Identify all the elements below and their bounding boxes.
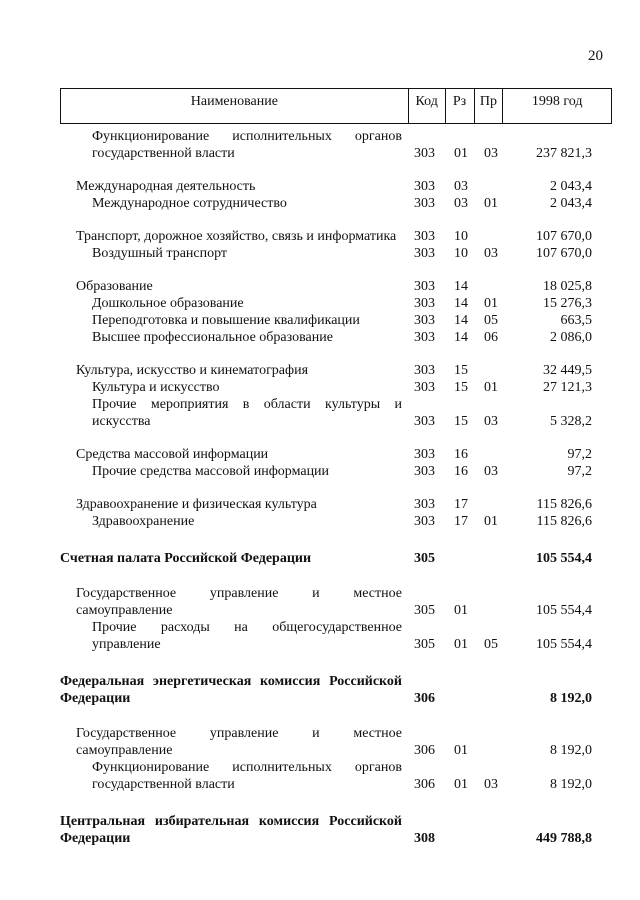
table-row: [60, 496, 612, 513]
row-rz: 17: [454, 514, 468, 529]
row-rz: 16: [454, 447, 468, 462]
row-rz: 15: [454, 414, 468, 429]
row-value: 105 554,4: [536, 637, 592, 652]
row-name: Международное сотрудничество: [92, 196, 287, 211]
header-name: Наименование: [61, 89, 409, 123]
row-pr: 03: [484, 414, 498, 429]
table-row: [60, 379, 612, 396]
row-kod: 303: [414, 330, 435, 345]
row-pr: 01: [484, 196, 498, 211]
row-name: Образование: [76, 279, 153, 294]
row-kod: 303: [414, 296, 435, 311]
row-rz: 01: [454, 637, 468, 652]
row-name: Здравоохранение и физическая культура: [76, 497, 317, 512]
row-name: Государственное управление и местное самоуправление: [76, 586, 402, 618]
table-row: [60, 362, 612, 379]
row-kod: 303: [414, 229, 435, 244]
row-name: Прочие расходы на общегосударственное управление: [92, 620, 402, 652]
header-kod: Код: [409, 89, 446, 123]
row-kod: 306: [414, 743, 435, 758]
table-row: [60, 195, 612, 212]
row-rz: 01: [454, 603, 468, 618]
row-value: 32 449,5: [543, 363, 592, 378]
row-kod: 306: [414, 691, 435, 706]
row-kod: 303: [414, 447, 435, 462]
table-row: [60, 396, 612, 430]
table-row: [60, 128, 612, 162]
row-value: 663,5: [560, 313, 592, 328]
table-row: [60, 759, 612, 793]
row-pr: 01: [484, 380, 498, 395]
row-kod: 303: [414, 179, 435, 194]
row-pr: 01: [484, 296, 498, 311]
header-rz: Рз: [446, 89, 475, 123]
row-name: Здравоохранение: [92, 514, 195, 529]
row-rz: 15: [454, 363, 468, 378]
row-value: 107 670,0: [536, 246, 592, 261]
row-kod: 303: [414, 246, 435, 261]
row-name: Счетная палата Российской Федерации: [60, 551, 312, 566]
row-rz: 10: [454, 246, 468, 261]
row-kod: 303: [414, 514, 435, 529]
table-row: [60, 329, 612, 346]
table-row: [60, 245, 612, 262]
row-value: 2 086,0: [550, 330, 592, 345]
row-value: 115 826,6: [536, 497, 592, 512]
row-name: Высшее профессиональное образование: [92, 330, 333, 345]
table-row: [60, 178, 612, 195]
row-name: Центральная избирательная комиссия Российской Федерации: [60, 814, 402, 846]
table-header: [60, 88, 612, 124]
row-value: 105 554,4: [536, 603, 592, 618]
row-kod: 305: [414, 637, 435, 652]
row-rz: 01: [454, 146, 468, 161]
row-name: Культура, искусство и кинематография: [76, 363, 309, 378]
header-year: 1998 год: [531, 94, 583, 109]
row-rz: 17: [454, 497, 468, 512]
row-value: 18 025,8: [543, 279, 592, 294]
table-row: [60, 619, 612, 653]
row-pr: 05: [484, 313, 498, 328]
row-value: 8 192,0: [550, 691, 592, 706]
row-value: 2 043,4: [550, 196, 592, 211]
row-value: 115 826,6: [536, 514, 592, 529]
row-value: 107 670,0: [536, 229, 592, 244]
row-kod: 303: [414, 313, 435, 328]
row-name: Прочие мероприятия в области культуры и искусства: [92, 397, 402, 429]
table-row-total: [60, 813, 612, 847]
table-row: [60, 585, 612, 619]
row-value: 97,2: [567, 447, 592, 462]
header-pr: Пр: [475, 89, 504, 123]
row-value: 15 276,3: [543, 296, 592, 311]
row-rz: 16: [454, 464, 468, 479]
table-row: [60, 463, 612, 480]
row-rz: 03: [454, 196, 468, 211]
row-value: 449 788,8: [536, 831, 592, 846]
row-kod: 303: [414, 196, 435, 211]
row-kod: 306: [414, 777, 435, 792]
row-kod: 305: [414, 551, 435, 566]
row-kod: 303: [414, 279, 435, 294]
row-name: Дошкольное образование: [92, 296, 244, 311]
row-name: Функционирование исполнительных органов государственной власти: [92, 129, 402, 161]
row-name: Государственное управление и местное самоуправление: [76, 726, 402, 758]
row-rz: 15: [454, 380, 468, 395]
row-pr: 06: [484, 330, 498, 345]
page-number: 20: [588, 48, 603, 64]
row-kod: 303: [414, 414, 435, 429]
row-rz: 03: [454, 179, 468, 194]
row-value: 27 121,3: [543, 380, 592, 395]
table-row: [60, 446, 612, 463]
row-value: 8 192,0: [550, 777, 592, 792]
row-rz: 14: [454, 330, 468, 345]
row-rz: 14: [454, 279, 468, 294]
row-pr: 05: [484, 637, 498, 652]
table-row-total: [60, 673, 612, 707]
row-rz: 01: [454, 743, 468, 758]
row-kod: 303: [414, 464, 435, 479]
row-kod: 305: [414, 603, 435, 618]
row-pr: 03: [484, 146, 498, 161]
row-kod: 303: [414, 363, 435, 378]
row-rz: 01: [454, 777, 468, 792]
row-value: 2 043,4: [550, 179, 592, 194]
row-name: Культура и искусство: [92, 380, 220, 395]
row-name: Воздушный транспорт: [92, 246, 228, 261]
row-value: 97,2: [567, 464, 592, 479]
row-pr: 03: [484, 464, 498, 479]
table-row: [60, 295, 612, 312]
table-row: [60, 725, 612, 759]
table-row: [60, 312, 612, 329]
row-kod: 303: [414, 146, 435, 161]
table-row-total: [60, 550, 612, 567]
budget-table-body: [60, 128, 612, 847]
row-name: Функционирование исполнительных органов государственной власти: [92, 760, 402, 792]
row-value: 5 328,2: [550, 414, 592, 429]
row-value: 237 821,3: [536, 146, 592, 161]
row-pr: 03: [484, 246, 498, 261]
row-kod: 308: [414, 831, 435, 846]
row-value: 8 192,0: [550, 743, 592, 758]
table-row: [60, 228, 612, 245]
row-rz: 14: [454, 313, 468, 328]
row-value: 105 554,4: [536, 551, 592, 566]
row-name: Федеральная энергетическая комиссия Российской Федерации: [60, 674, 402, 706]
table-row: [60, 513, 612, 530]
row-name: Прочие средства массовой информации: [92, 464, 330, 479]
row-name: Средства массовой информации: [76, 447, 269, 462]
row-pr: 03: [484, 777, 498, 792]
table-row: [60, 278, 612, 295]
row-rz: 14: [454, 296, 468, 311]
row-kod: 303: [414, 380, 435, 395]
row-name: Транспорт, дорожное хозяйство, связь и информатика: [76, 229, 397, 244]
row-name: Переподготовка и повышение квалификации: [92, 313, 360, 328]
row-name: Международная деятельность: [76, 179, 256, 194]
row-pr: 01: [484, 514, 498, 529]
row-kod: 303: [414, 497, 435, 512]
row-rz: 10: [454, 229, 468, 244]
